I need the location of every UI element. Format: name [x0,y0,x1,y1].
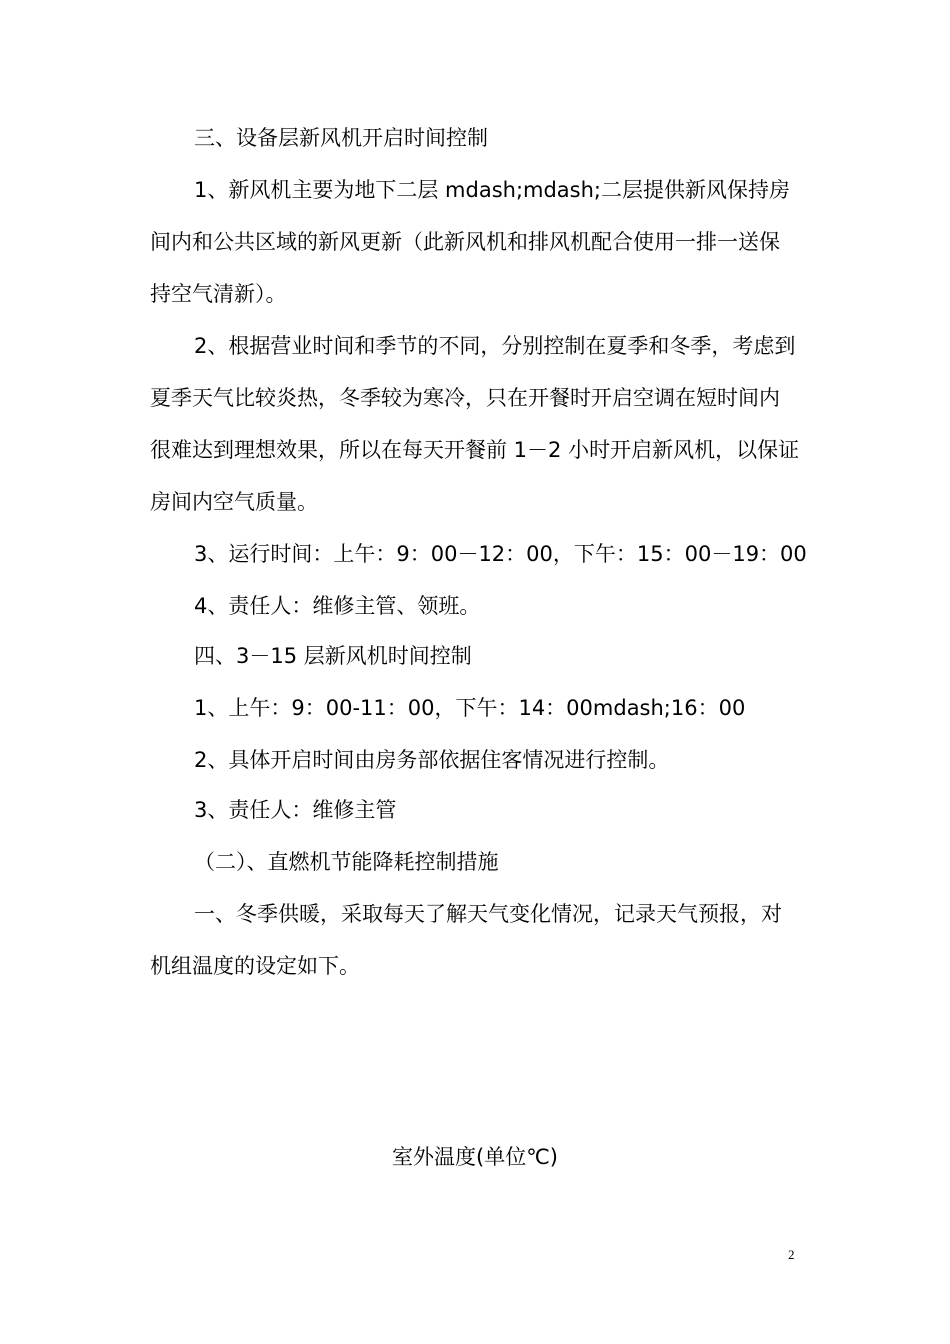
paragraph-season-control: 2、根据营业时间和季节的不同，分别控制在夏季和冬季，考虑到夏季天气比较炎热，冬季较为寒冷，只在开餐时开启空调在短时间内很难达到理想效果，所以在每天开餐前 1－2 小时开启新风机，以保证房间内空气质量。 [150,334,800,514]
section-heading-4: 四、3－15 层新风机时间控制 [194,644,472,668]
paragraph-responsible-2: 3、责任人：维修主管 [194,798,397,822]
paragraph-fresh-air-purpose: 1、新风机主要为地下二层 mdash;mdash;二层提供新风保持房间内和公共区域的新风更新（此新风机和排风机配合使用一排一送保持空气清新）。 [150,178,790,306]
paragraph-responsible-1: 4、责任人：维修主管、领班。 [194,594,481,618]
paragraph-housekeeping: 2、具体开启时间由房务部依据住客情况进行控制。 [194,748,670,772]
paragraph-schedule: 1、上午：9：00-11：00，下午：14：00mdash;16：00 [194,696,746,720]
table-caption: 室外温度(单位℃) [392,1145,558,1169]
page-number: 2 [788,1247,795,1262]
section-heading-2: （二）、直燃机节能降耗控制措施 [194,850,499,874]
section-heading-3: 三、设备层新风机开启时间控制 [194,126,488,150]
paragraph-winter-heating: 一、冬季供暖，采取每天了解天气变化情况，记录天气预报，对机组温度的设定如下。 [150,902,782,978]
paragraph-run-time: 3、运行时间：上午：9：00－12：00，下午：15：00－19：00 [194,542,807,566]
